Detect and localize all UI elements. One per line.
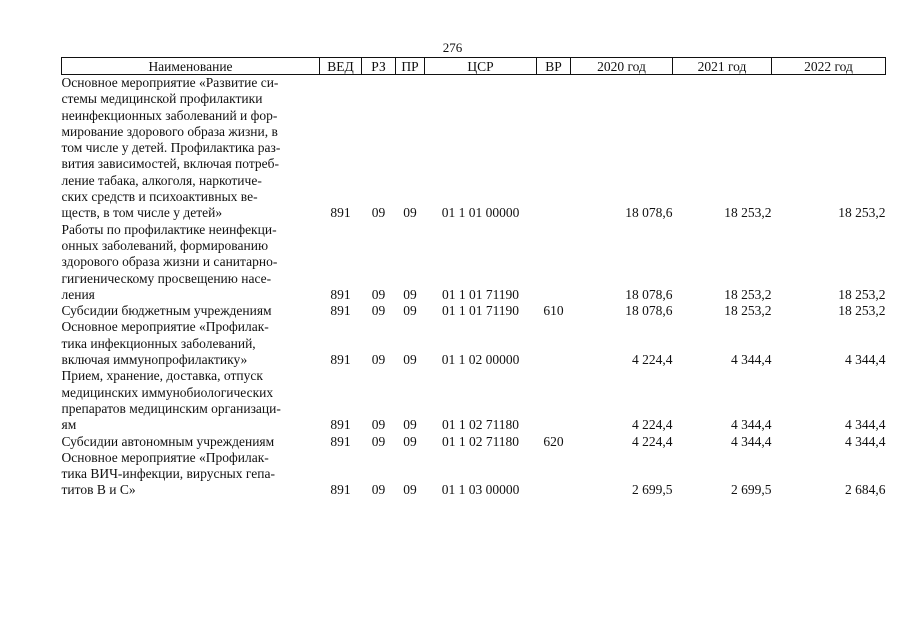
row-name-line: Основное мероприятие «Развитие си- [61,75,279,90]
row-2021: 2 699,5 [731,482,772,498]
header-pr: ПР [396,58,425,75]
row-rz: 09 [371,433,386,449]
row-2022: 18 253,2 [838,205,886,221]
table-row [62,319,886,368]
row-pr: 09 [403,352,417,368]
row-name-line: том числе у детей. Профилактика раз- [61,140,281,156]
row-name [62,303,320,319]
header-2021: 2021 год [673,58,772,75]
row-2020: 18 078,6 [625,286,673,302]
row-name-line: включая иммунопрофилактику» [61,352,248,368]
row-vr [537,222,571,303]
row-csr: 01 1 02 71180 [441,433,520,449]
table-row [62,450,886,499]
row-2021: 18 253,2 [724,286,772,302]
row-2022: 4 344,4 [845,417,886,433]
row-vr [537,368,571,433]
row-name-line: вития зависимостей, включая потреб- [61,156,280,172]
row-name-line: ление табака, алкоголя, наркотиче- [61,172,262,188]
row-name-line: титов В и С» [61,482,136,498]
row-2022: 18 253,2 [838,303,886,319]
row-rz: 09 [371,205,386,221]
row-2020: 4 224,4 [632,417,673,433]
table-body [62,75,886,499]
header-name: Наименование [62,58,320,75]
row-vr: 610 [543,303,564,319]
row-name [62,222,320,303]
header-2020: 2020 год [571,58,673,75]
row-ved: 891 [330,303,351,319]
row-2020: 4 224,4 [632,433,673,449]
row-name-line: ществ, в том числе у детей» [61,205,223,221]
row-name-line: Работы по профилактике неинфекци- [61,221,277,237]
row-ved: 891 [330,205,351,221]
row-csr: 01 1 01 71190 [441,303,520,319]
row-vr: 620 [543,433,564,449]
row-name [62,368,320,433]
row-pr: 09 [403,286,417,302]
row-pr: 09 [403,205,417,221]
header-rz: РЗ [362,58,396,75]
row-name [62,450,320,499]
header-vr: ВР [537,58,571,75]
table-row [62,222,886,303]
row-csr: 01 1 03 00000 [441,482,520,498]
row-name-line: стемы медицинской профилактики [61,91,263,107]
row-name-line: медицинских иммунобиологических [61,384,274,400]
row-name-line: тика ВИЧ-инфекции, вирусных гепа- [61,466,275,482]
row-name-line: здорового образа жизни и санитарно- [61,254,278,270]
row-2021: 18 253,2 [724,303,772,319]
row-csr: 01 1 01 71190 [441,286,520,302]
budget-table [61,57,886,499]
row-2020: 18 078,6 [625,205,673,221]
row-pr: 09 [403,433,417,449]
row-name-line: препаратов медицинским организаци- [61,400,281,416]
row-rz: 09 [371,303,386,319]
row-2021: 4 344,4 [731,352,772,368]
row-rz: 09 [371,482,386,498]
row-2021: 4 344,4 [731,417,772,433]
row-2020: 4 224,4 [632,352,673,368]
table-header-row [62,58,886,75]
row-name-line: тика инфекционных заболеваний, [61,335,256,351]
row-2021: 4 344,4 [731,433,772,449]
row-ved: 891 [330,352,351,368]
row-ved: 891 [330,433,351,449]
row-2022: 4 344,4 [845,433,886,449]
row-name-line: Субсидии бюджетным учреждениям [61,303,272,319]
header-ved: ВЕД [320,58,362,75]
row-pr: 09 [403,417,417,433]
table-row [62,434,886,450]
row-name-line: Субсидии автономным учреждениям [61,433,275,449]
row-pr: 09 [403,482,417,498]
row-name [62,434,320,450]
row-2022: 2 684,6 [845,482,886,498]
row-rz: 09 [371,352,386,368]
row-name-line: мирование здорового образа жизни, в [61,123,278,139]
row-vr [537,75,571,222]
row-2022: 4 344,4 [845,352,886,368]
row-ved: 891 [330,286,351,302]
row-ved: 891 [330,482,351,498]
table-row [62,75,886,222]
row-2021: 18 253,2 [724,205,772,221]
row-vr [537,319,571,368]
page-number: 276 [442,40,463,55]
row-name [62,75,320,222]
row-2020: 18 078,6 [625,303,673,319]
row-pr: 09 [403,303,417,319]
header-2022: 2022 год [772,58,886,75]
row-2022: 18 253,2 [838,286,886,302]
row-name-line: Прием, хранение, доставка, отпуск [61,368,263,384]
row-csr: 01 1 02 00000 [441,352,520,368]
row-vr [537,450,571,499]
row-name-line: неинфекционных заболеваний и фор- [61,107,278,123]
row-2020: 2 699,5 [632,482,673,498]
row-name-line: Основное мероприятие «Профилак- [61,319,269,335]
row-rz: 09 [371,417,386,433]
row-name-line: ских средств и психоактивных ве- [61,189,258,205]
table-row [62,303,886,319]
row-name [62,319,320,368]
row-name-line: ям [61,417,77,433]
row-name-line: онных заболеваний, формированию [61,237,269,253]
row-ved: 891 [330,417,351,433]
row-name-line: Основное мероприятие «Профилак- [61,449,269,465]
header-csr: ЦСР [425,58,537,75]
table-row [62,368,886,433]
row-name-line: гигиеническому просвещению насе- [61,270,272,286]
row-csr: 01 1 02 71180 [441,417,520,433]
row-csr: 01 1 01 00000 [441,205,520,221]
row-rz: 09 [371,286,386,302]
row-name-line: ления [61,286,95,302]
